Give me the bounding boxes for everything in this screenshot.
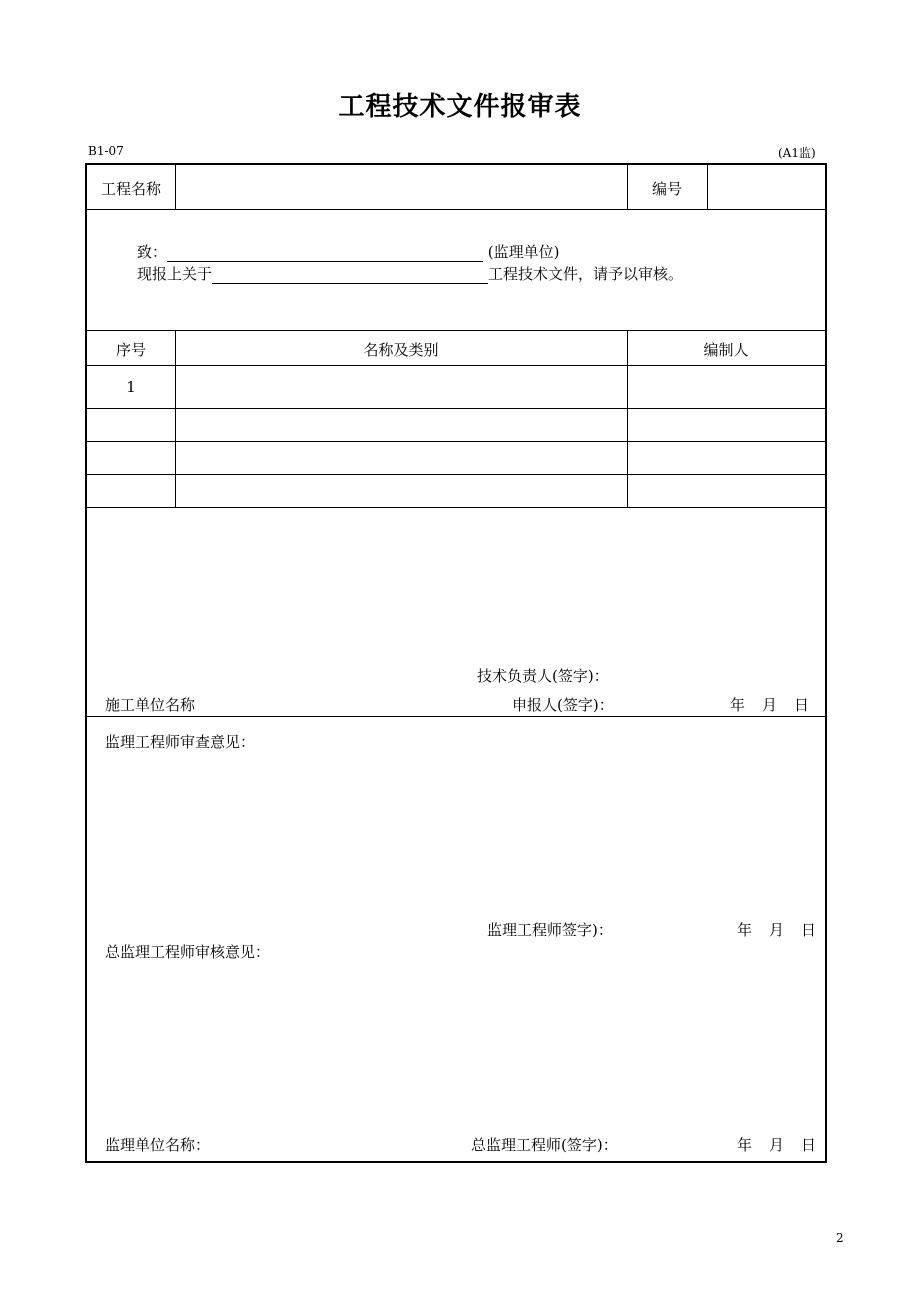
row-1-seq: 1 <box>126 378 136 396</box>
submitter-signature-label: 申报人(签字)： <box>512 696 614 714</box>
engineer-date <box>737 919 816 940</box>
project-name-label: 工程名称 <box>100 180 161 198</box>
form-table <box>85 163 827 1163</box>
col-header-seq: 序号 <box>115 341 146 359</box>
contractor-date <box>730 694 809 715</box>
project-name-field[interactable] <box>176 178 627 198</box>
to-prefix: 致： <box>137 243 168 261</box>
form-type: (A1监) <box>778 146 816 160</box>
col-header-name-category: 名称及类别 <box>363 341 439 359</box>
supervisor-unit-label: 监理单位名称： <box>105 1136 211 1154</box>
submission-line <box>137 263 683 284</box>
date-year: 年 <box>730 696 746 714</box>
contractor-unit-label: 施工单位名称 <box>105 696 196 714</box>
number-field[interactable] <box>708 178 825 198</box>
date-year: 年 <box>737 1136 753 1154</box>
date-month: 月 <box>769 1136 785 1154</box>
engineer-signature-label: 监理工程师签字)： <box>487 921 613 939</box>
chief-signature-label: 总监理工程师(签字)： <box>471 1136 618 1154</box>
col-header-author: 编制人 <box>703 341 749 359</box>
form-code: B1-07 <box>88 144 124 158</box>
date-day: 日 <box>801 1136 817 1154</box>
page-number: 2 <box>836 1231 844 1245</box>
date-day: 日 <box>801 921 817 939</box>
chief-opinion-field[interactable] <box>105 965 805 1125</box>
date-month: 月 <box>762 696 778 714</box>
form-title: 工程技术文件报审表 <box>338 92 582 122</box>
to-suffix: (监理单位) <box>487 243 560 261</box>
supervisor-unit-field[interactable] <box>167 246 483 262</box>
chief-date <box>737 1134 816 1155</box>
number-label: 编号 <box>651 180 682 198</box>
engineer-opinion-label: 监理工程师审查意见： <box>105 733 256 751</box>
date-year: 年 <box>737 921 753 939</box>
engineer-opinion-field[interactable] <box>105 755 805 905</box>
date-month: 月 <box>769 921 785 939</box>
chief-opinion-label: 总监理工程师审核意见： <box>105 943 271 961</box>
line2-prefix: 现报上关于 <box>137 265 213 283</box>
date-day: 日 <box>794 696 810 714</box>
addressee-line <box>137 241 560 262</box>
project-field[interactable] <box>212 268 488 284</box>
tech-lead-signature-label: 技术负责人(签字)： <box>477 667 609 685</box>
line2-suffix: 工程技术文件，请予以审核。 <box>488 265 684 283</box>
